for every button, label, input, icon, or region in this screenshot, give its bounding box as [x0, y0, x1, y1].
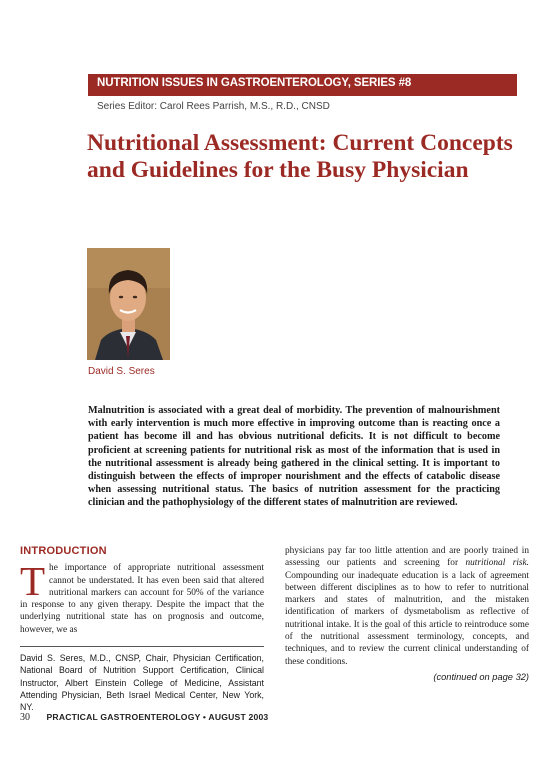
intro-text: he importance of appropriate nutritional assessment cannot be understated. It has even been said that altered nutritional markers can account for 50% of the variance in response to any given therapy. Despite the impact that the underlying nutritional state has on prognosis and outcome, however, we as — [20, 563, 264, 635]
intro-text-part-1: physicians pay far too little attention and are poorly trained in assessing our patients and screening for — [285, 546, 529, 569]
author-caption: David S. Seres — [88, 366, 155, 377]
section-heading: INTRODUCTION — [20, 545, 107, 557]
article-title: Nutritional Assessment: Current Concepts and Guidelines for the Busy Physician — [87, 130, 513, 183]
author-portrait-image — [87, 248, 170, 360]
series-editor: Series Editor: Carol Rees Parrish, M.S., R.D., CNSD — [97, 101, 330, 112]
intro-continuation — [285, 545, 529, 668]
footnote-divider — [20, 646, 264, 647]
intro-paragraph — [20, 558, 264, 636]
intro-text-part-2: Compounding our inadequate education is a lack of agreement between different disciplines as to how to refer to nutritional markers and states of malnutrition, and the mistaken identification of markers of dysmetabolism as reflective of nutritional intake. It is the goal of this article to reintroduce some of the nutritional assessment terminology, concepts, and techniques, and to review the current clinical understanding of these conditions. — [285, 570, 529, 667]
journal-name: PRACTICAL GASTROENTEROLOGY • AUGUST 2003 — [46, 712, 269, 722]
abstract: Malnutrition is associated with a great deal of morbidity. The prevention of malnourishment with early intervention is much more effective in improving outcome than is reacting once a patient has become ill and has obvious nutritional deficits. It is not difficult to become proficient at screening patients for nutritional risk as most of the information that is used in the nutritional assessment is already being gathered in the clinical setting. It is important to distinguish between the effects of improper nourishment and the effects of catabolic disease when assessing nutritional status. The basics of nutrition assessment for the practicing clinician and the pathophysiology of the different states of malnutrition are reviewed. — [88, 405, 500, 509]
left-column — [20, 545, 264, 714]
drop-cap: T — [20, 558, 46, 605]
continued-note: (continued on page 32) — [433, 671, 529, 682]
page-footer — [20, 712, 268, 723]
right-column — [285, 545, 529, 683]
series-banner — [88, 74, 517, 96]
author-affiliation: David S. Seres, M.D., CNSP, Chair, Physician Certification, National Board of Nutrition Support Certification, Clinical Instructor, Albert Einstein College of Medicine, Assistant Attending Physician, Beth Israel Medical Center, New York, NY. — [20, 653, 264, 713]
series-title: NUTRITION ISSUES IN GASTROENTEROLOGY, SERIES #8 — [97, 77, 412, 89]
page-number: 30 — [20, 712, 30, 723]
author-photo — [87, 248, 170, 360]
emphasis-term: nutritional risk. — [465, 558, 529, 569]
